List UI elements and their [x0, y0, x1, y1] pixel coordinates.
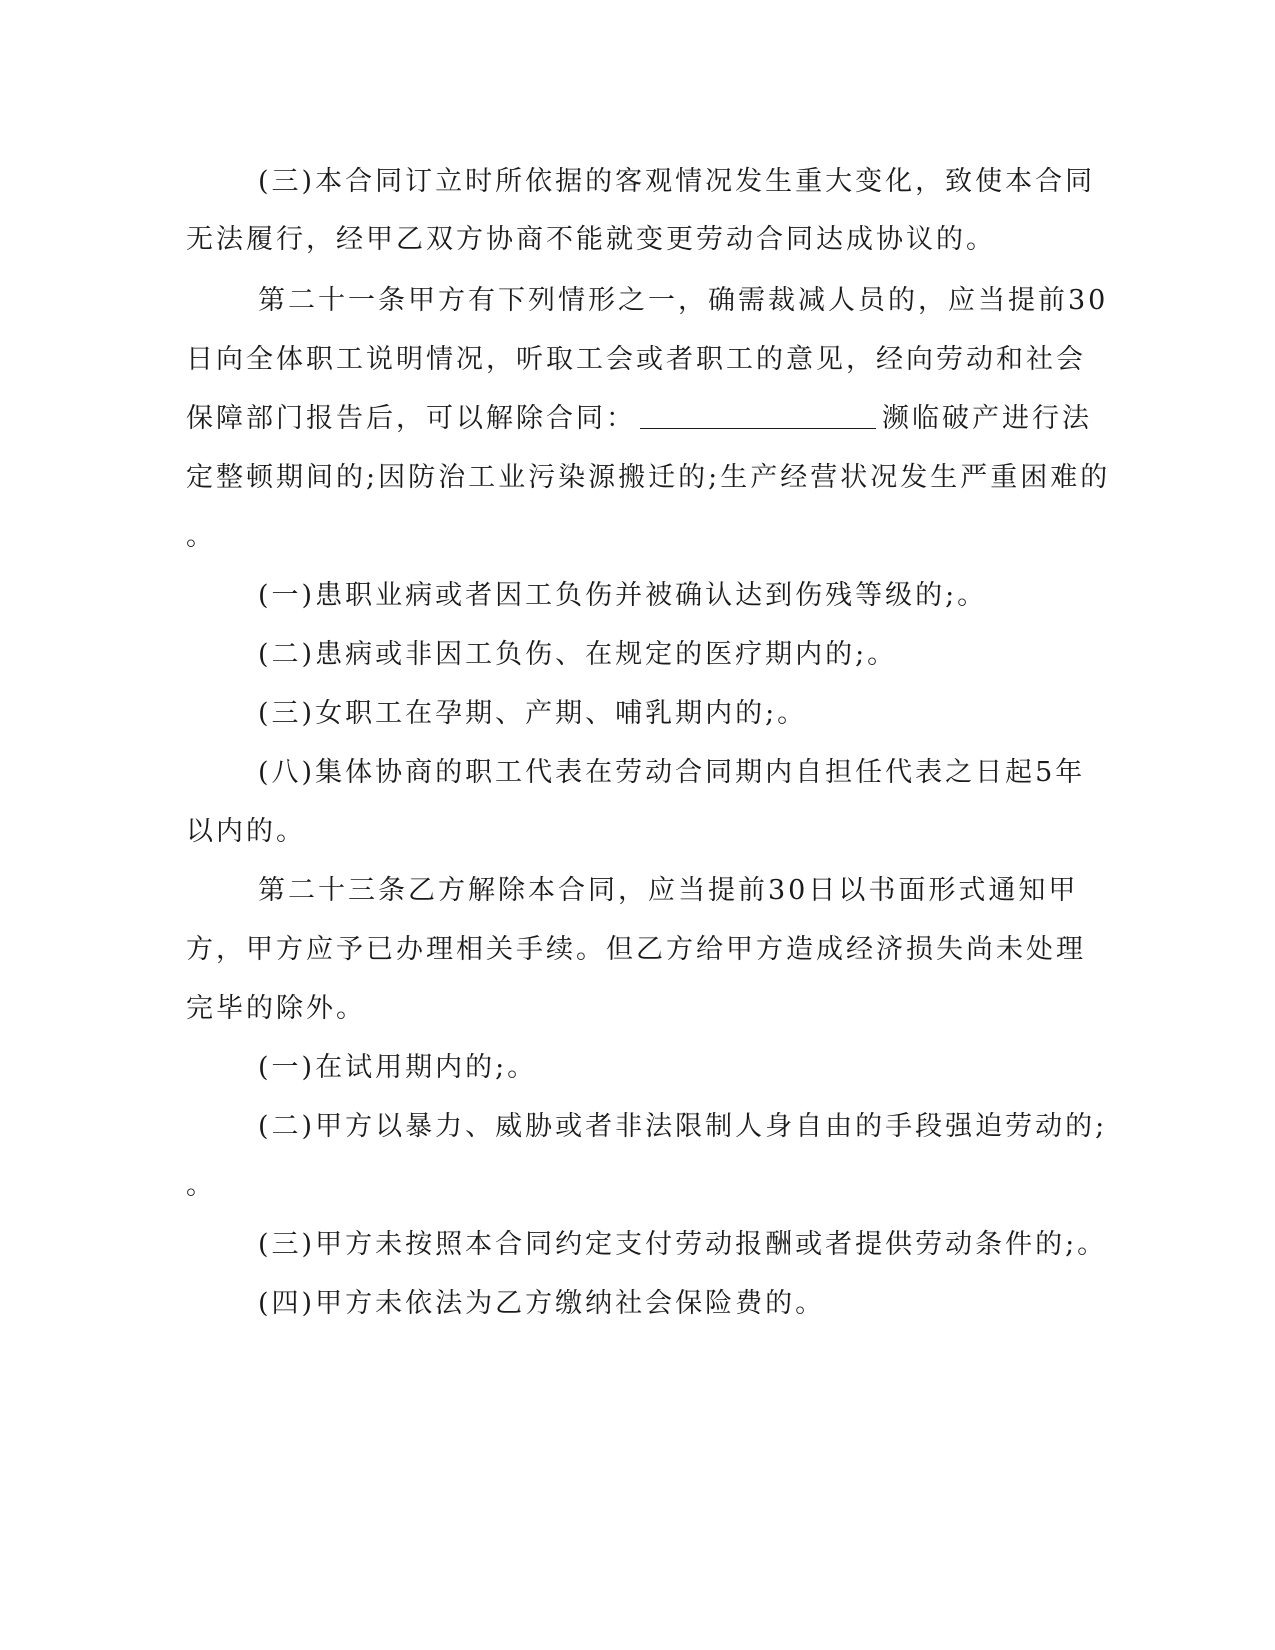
paragraph-line: (一)在试用期内的;。 — [258, 1052, 538, 1083]
paragraph-line: (四)甲方未依法为乙方缴纳社会保险费的。 — [258, 1288, 826, 1319]
paragraph-line: (二)甲方以暴力、威胁或者非法限制人身自由的手段强迫劳动的; — [258, 1111, 1108, 1142]
paragraph-line: 无法履行，经甲乙双方协商不能就变更劳动合同达成协议的。 — [186, 224, 996, 255]
paragraph-line: 第二十三条乙方解除本合同，应当提前30日以书面形式通知甲 — [258, 875, 1079, 906]
paragraph-line: (一)患职业病或者因工负伤并被确认达到伤残等级的;。 — [258, 580, 988, 611]
paragraph-line: (二)患病或非因工负伤、在规定的医疗期内的;。 — [258, 639, 898, 670]
paragraph-line: 。 — [186, 521, 216, 552]
paragraph-line: 定整顿期间的;因防治工业污染源搬迁的;生产经营状况发生严重困难的 — [186, 462, 1111, 493]
paragraph-line: 以内的。 — [186, 816, 306, 847]
paragraph-line: (三)女职工在孕期、产期、哺乳期内的;。 — [258, 698, 808, 729]
paragraph-line: 。 — [186, 1170, 216, 1201]
paragraph-line: (八)集体协商的职工代表在劳动合同期内自担任代表之日起5年 — [258, 757, 1086, 788]
paragraph-line: 第二十一条甲方有下列情形之一，确需裁减人员的，应当提前30 — [258, 285, 1109, 316]
paragraph-line: 完毕的除外。 — [186, 993, 366, 1024]
paragraph-line: (三)本合同订立时所依据的客观情况发生重大变化，致使本合同 — [258, 166, 1096, 197]
fill-in-blank — [640, 402, 876, 429]
paragraph-line: 方，甲方应予已办理相关手续。但乙方给甲方造成经济损失尚未处理 — [186, 934, 1086, 965]
line-text: 濒临破产进行法 — [882, 403, 1092, 434]
line-text: 保障部门报告后，可以解除合同： — [186, 403, 636, 434]
paragraph-line: 日向全体职工说明情况，听取工会或者职工的意见，经向劳动和社会 — [186, 344, 1086, 375]
paragraph-line — [186, 399, 1092, 439]
paragraph-line: (三)甲方未按照本合同约定支付劳动报酬或者提供劳动条件的;。 — [258, 1229, 1108, 1260]
